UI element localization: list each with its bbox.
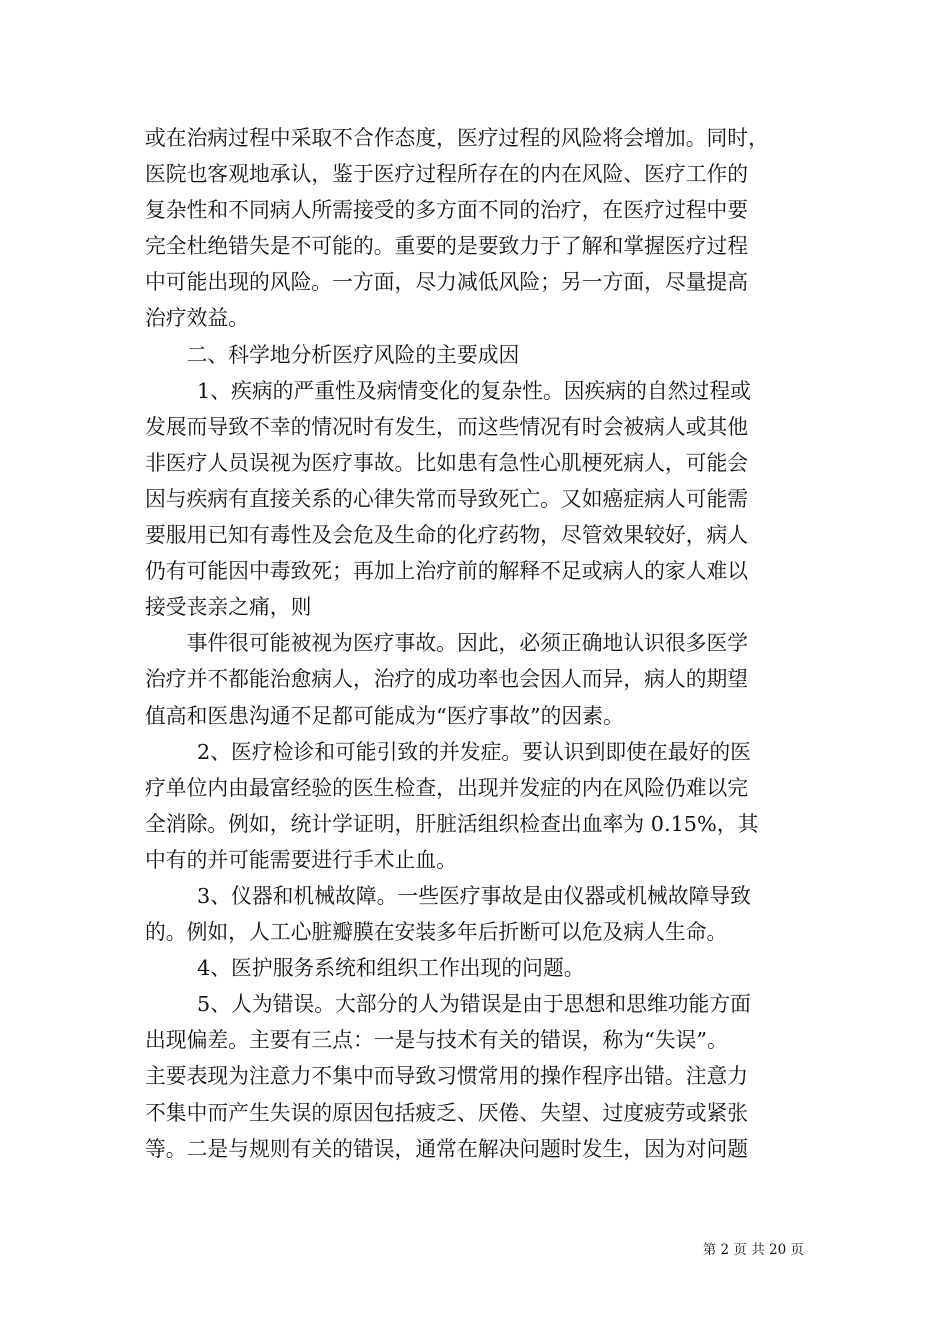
text-line: 治疗效益。 <box>145 306 249 331</box>
text-line: 发展而导致不幸的情况时有发生，而这些情况有时会被病人或其他 <box>145 414 749 439</box>
text-line: 事件很可能被视为医疗事故。因此，必须正确地认识很多医学 <box>186 631 749 656</box>
text-line: 全消除。例如，统计学证明，肝脏活组织检查出血率为 0.15%，其 <box>145 811 759 836</box>
text-line: 不集中而产生失误的原因包括疲乏、厌倦、失望、过度疲劳或紧张 <box>145 1100 749 1125</box>
text-line: 疗单位内由最富经验的医生检查，出现并发症的内在风险仍难以完 <box>145 775 749 800</box>
text-line: 5、人为错误。大部分的人为错误是由于思想和思维功能方面 <box>197 992 751 1017</box>
text-line: 仍有可能因中毒致死；再加上治疗前的解释不足或病人的家人难以 <box>145 559 749 584</box>
text-line: 主要表现为注意力不集中而导致习惯常用的操作程序出错。注意力 <box>145 1064 749 1089</box>
text-line: 非医疗人员误视为医疗事故。比如患有急性心肌梗死病人，可能会 <box>145 450 749 475</box>
text-line: 3、仪器和机械故障。一些医疗事故是由仪器或机械故障导致 <box>197 883 751 908</box>
page-number-footer: 第 2 页 共 20 页 <box>702 1242 804 1258</box>
text-line: 二、科学地分析医疗风险的主要成因 <box>186 342 520 367</box>
text-line: 医院也客观地承认，鉴于医疗过程所存在的内在风险、医疗工作的 <box>145 162 749 187</box>
text-line: 或在治病过程中采取不合作态度，医疗过程的风险将会增加。同时， <box>145 126 769 150</box>
text-line: 的。例如，人工心脏瓣膜在安装多年后折断可以危及病人生命。 <box>145 920 728 945</box>
text-line: 中有的并可能需要进行手术止血。 <box>145 847 457 872</box>
text-line: 因与疾病有直接关系的心律失常而导致死亡。又如癌症病人可能需 <box>145 486 749 511</box>
text-line: 接受丧亲之痛，则 <box>145 595 312 620</box>
text-line: 出现偏差。主要有三点：一是与技术有关的错误，称为“失误”。 <box>145 1028 728 1053</box>
text-line: 2、医疗检诊和可能引致的并发症。要认识到即使在最好的医 <box>197 739 751 764</box>
text-line: 要服用已知有毒性及会危及生命的化疗药物，尽管效果较好，病人 <box>145 523 749 548</box>
text-line: 中可能出现的风险。一方面，尽力减低风险；另一方面，尽量提高 <box>145 270 749 295</box>
text-line: 值高和医患沟通不足都可能成为“医疗事故”的因素。 <box>145 703 624 728</box>
text-line: 复杂性和不同病人所需接受的多方面不同的治疗，在医疗过程中要 <box>145 198 749 223</box>
text-line: 1、疾病的严重性及病情变化的复杂性。因疾病的自然过程或 <box>197 378 751 403</box>
body-text <box>145 120 810 1167</box>
text-line: 4、医护服务系统和组织工作出现的问题。 <box>197 956 585 981</box>
text-line: 等。二是与规则有关的错误，通常在解决问题时发生，因为对问题 <box>145 1136 749 1161</box>
text-line: 完全杜绝错失是不可能的。重要的是要致力于了解和掌握医疗过程 <box>145 234 749 259</box>
text-line: 治疗并不都能治愈病人，治疗的成功率也会因人而异，病人的期望 <box>145 667 749 692</box>
